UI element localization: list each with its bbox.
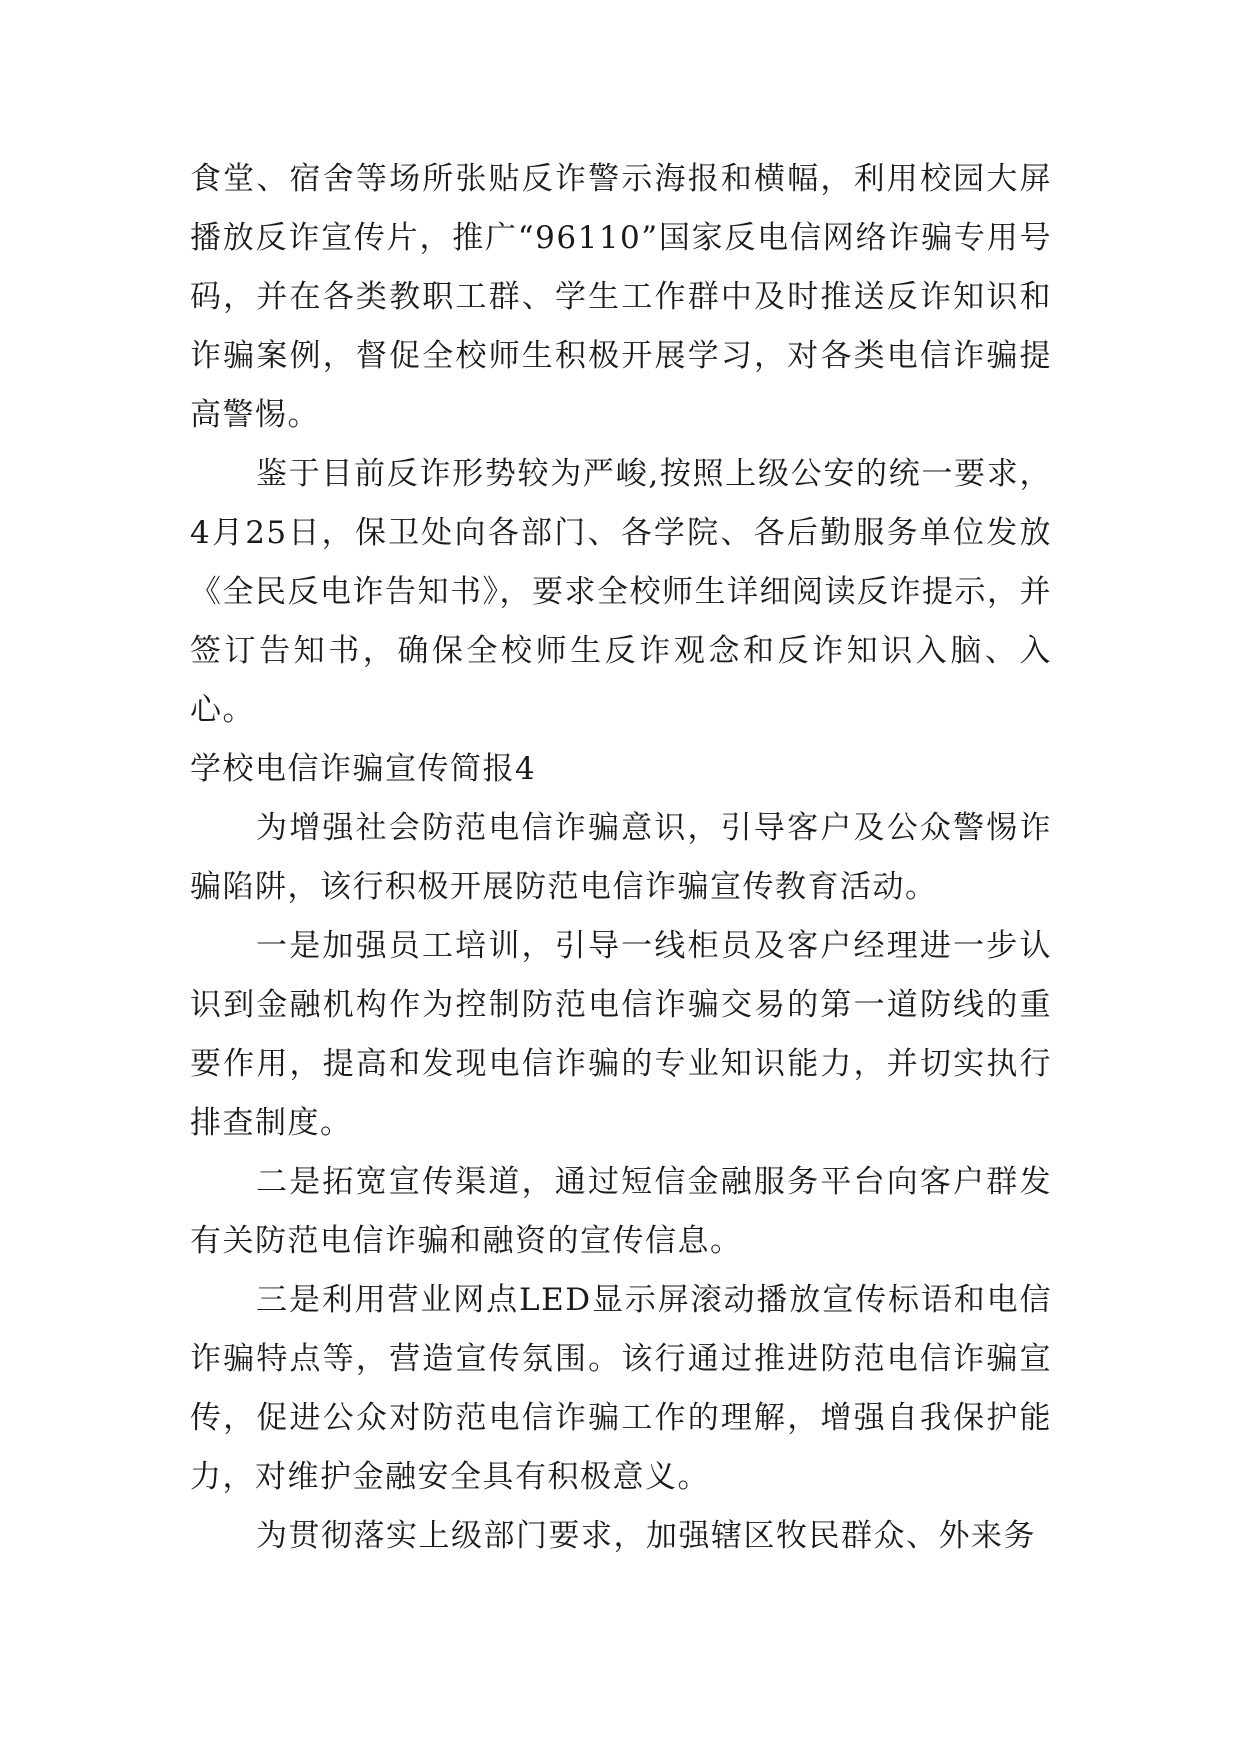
section-heading: 学校电信诈骗宣传简报4: [190, 751, 537, 787]
paragraph-4: 一是加强员工培训，引导一线柜员及客户经理进一步认识到金融机构作为控制防范电信诈骗交易的第一道防线的重要作用，提高和发现电信诈骗的专业知识能力，并切实执行排查制度。: [190, 928, 1052, 1141]
paragraph-7: 为贯彻落实上级部门要求，加强辖区牧民群众、外来务: [256, 1518, 1036, 1554]
paragraph-1: 食堂、宿舍等场所张贴反诈警示海报和横幅，利用校园大屏播放反诈宣传片，推广“96110”国家反电信网络诈骗专用号码，并在各类教职工群、学生工作群中及时推送反诈知识和诈骗案例，督促全校师生积极开展学习，对各类电信诈骗提高警惕。: [190, 161, 1052, 433]
document-page: [190, 150, 1052, 1566]
paragraph-3: 为增强社会防范电信诈骗意识，引导客户及公众警惕诈骗陷阱，该行积极开展防范电信诈骗宣传教育活动。: [190, 810, 1052, 905]
paragraph-5: 二是拓宽宣传渠道，通过短信金融服务平台向客户群发有关防范电信诈骗和融资的宣传信息。: [190, 1164, 1052, 1259]
paragraph-2: 鉴于目前反诈形势较为严峻,按照上级公安的统一要求，4月25日，保卫处向各部门、各学院、各后勤服务单位发放《全民反电诈告知书》，要求全校师生详细阅读反诈提示，并签订告知书，确保全校师生反诈观念和反诈知识入脑、入心。: [190, 456, 1052, 728]
paragraph-6: 三是利用营业网点LED显示屏滚动播放宣传标语和电信诈骗特点等，营造宣传氛围。该行通过推进防范电信诈骗宣传，促进公众对防范电信诈骗工作的理解，增强自我保护能力，对维护金融安全具有积极意义。: [190, 1282, 1052, 1495]
